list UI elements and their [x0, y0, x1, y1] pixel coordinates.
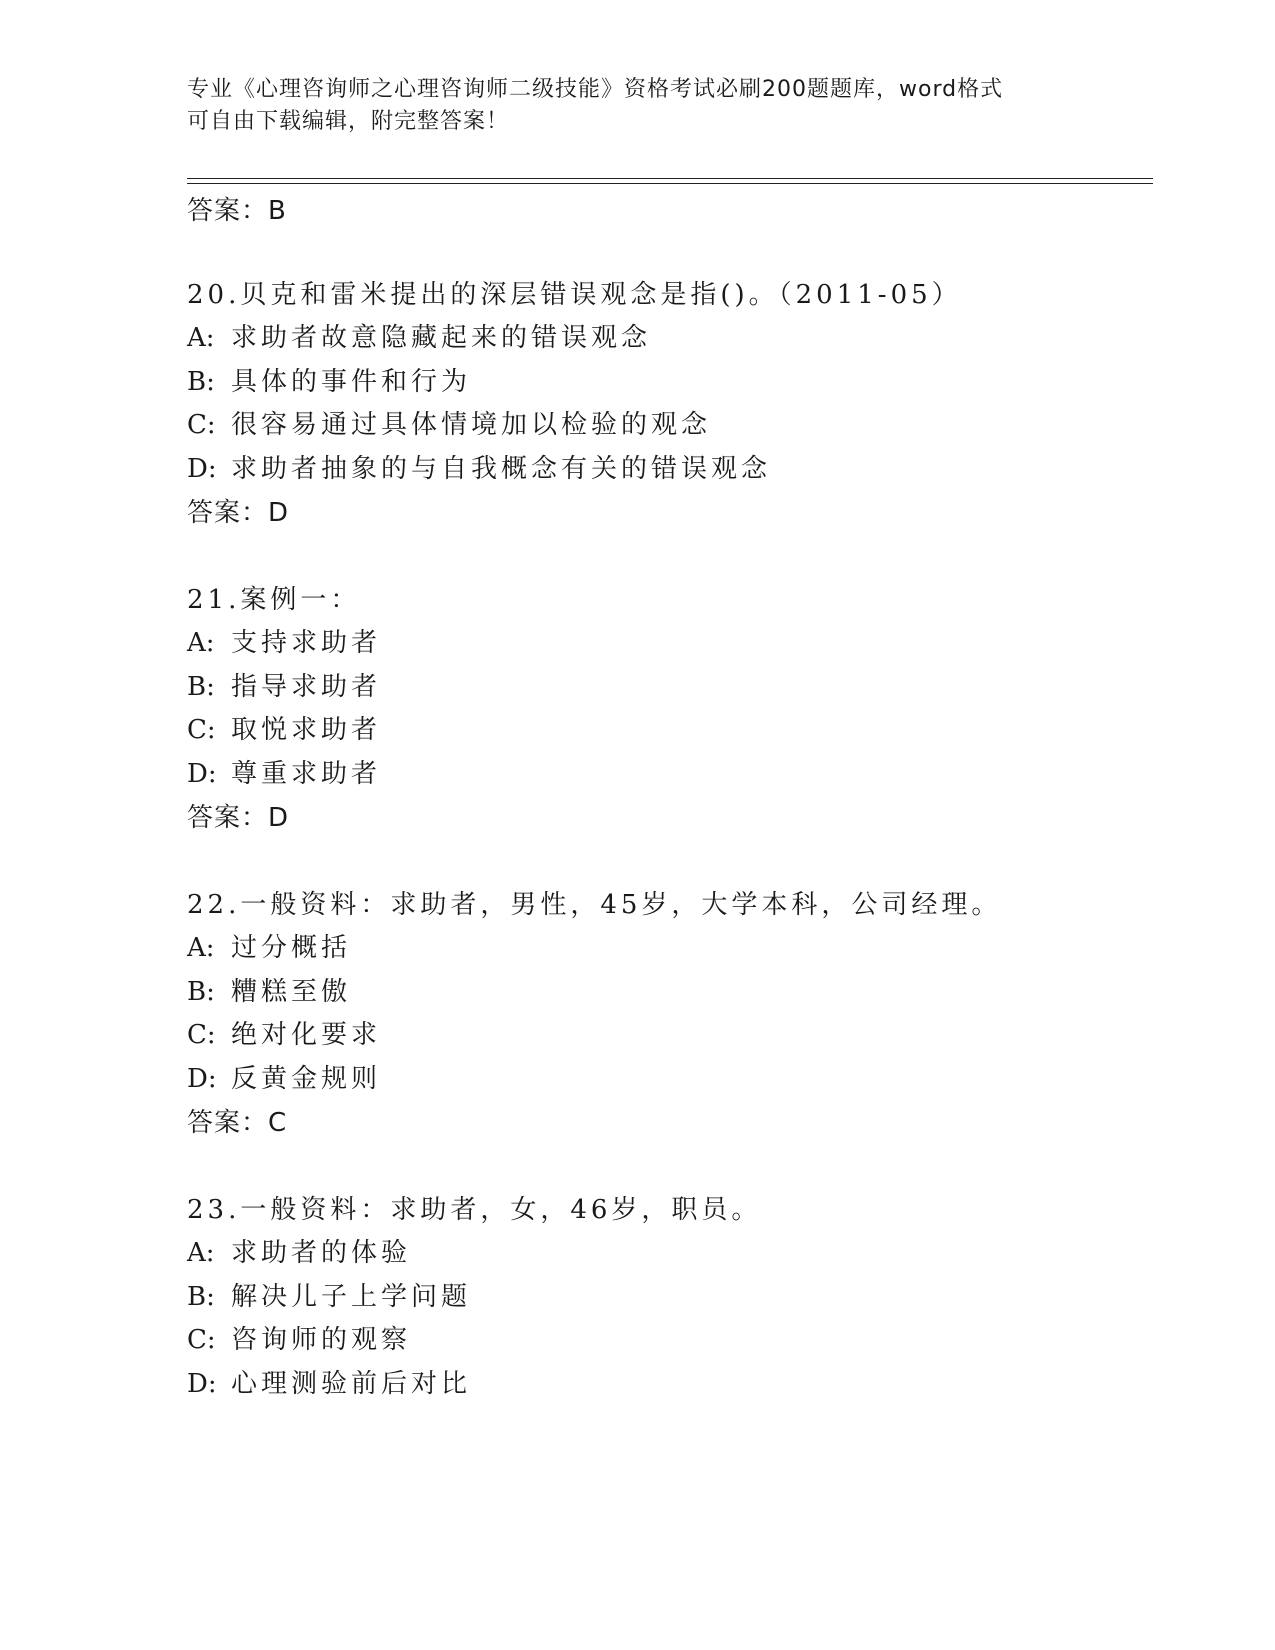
option-text: 尊重求助者 [231, 759, 382, 789]
option-letter: A: [187, 933, 215, 963]
option-text: 求助者故意隐藏起来的错误观念 [231, 323, 652, 353]
question-22-option-a [187, 927, 351, 964]
question-23-option-d [187, 1363, 471, 1400]
option-letter: A: [187, 628, 215, 658]
option-letter: C: [187, 715, 216, 745]
question-22-option-d [187, 1058, 381, 1095]
option-text: 过分概括 [231, 933, 352, 963]
question-21-option-c [187, 709, 381, 746]
question-21-option-b [187, 666, 381, 703]
option-text: 取悦求助者 [231, 715, 382, 745]
question-23-option-b [187, 1276, 471, 1313]
option-letter: B: [187, 672, 215, 702]
option-letter: B: [187, 977, 215, 1007]
option-letter: D: [187, 1369, 217, 1399]
question-22-answer: 答案：C [187, 1108, 288, 1138]
option-letter: A: [187, 323, 215, 353]
question-20-option-c [187, 404, 711, 441]
question-23-title: 23.一般资料：求助者，女，46岁，职员。 [187, 1195, 762, 1225]
question-21-title: 21.案例一： [187, 585, 361, 615]
answer-previous: 答案：B [187, 196, 287, 226]
option-text: 求助者抽象的与自我概念有关的错误观念 [231, 454, 772, 484]
header-line-1: 专业《心理咨询师之心理咨询师二级技能》资格考试必刷200题题库，word格式 [187, 77, 1004, 102]
option-text: 反黄金规则 [231, 1064, 382, 1094]
option-letter: C: [187, 1325, 216, 1355]
question-20-option-a [187, 317, 651, 354]
question-20-option-d [187, 448, 771, 485]
option-text: 心理测验前后对比 [231, 1369, 472, 1399]
option-letter: B: [187, 1282, 215, 1312]
option-text: 求助者的体验 [231, 1238, 412, 1268]
question-23-option-c [187, 1319, 411, 1356]
option-text: 具体的事件和行为 [231, 367, 472, 397]
option-text: 很容易通过具体情境加以检验的观念 [231, 410, 712, 440]
question-21-option-d [187, 753, 381, 790]
header-divider-top [187, 178, 1153, 179]
option-text: 糟糕至傲 [231, 977, 352, 1007]
option-letter: C: [187, 1020, 216, 1050]
question-23-option-a [187, 1232, 411, 1269]
option-text: 咨询师的观察 [231, 1325, 412, 1355]
option-letter: A: [187, 1238, 215, 1268]
question-20-answer: 答案：D [187, 498, 290, 528]
question-22-title: 22.一般资料：求助者，男性，45岁，大学本科，公司经理。 [187, 890, 1002, 920]
option-text: 绝对化要求 [231, 1020, 382, 1050]
question-20-option-b [187, 361, 471, 398]
question-22-option-c [187, 1014, 381, 1051]
option-letter: B: [187, 367, 215, 397]
question-21-answer: 答案：D [187, 803, 290, 833]
header-divider-bottom [187, 183, 1153, 184]
option-letter: D: [187, 759, 217, 789]
option-letter: C: [187, 410, 216, 440]
header-line-2: 可自由下载编辑，附完整答案！ [187, 109, 510, 134]
option-letter: D: [187, 454, 217, 484]
document-header [187, 74, 1087, 138]
question-20-title: 20.贝克和雷米提出的深层错误观念是指()。（2011-05） [187, 280, 962, 310]
option-text: 指导求助者 [231, 672, 382, 702]
question-22-option-b [187, 971, 351, 1008]
option-text: 支持求助者 [231, 628, 382, 658]
question-21-option-a [187, 622, 381, 659]
option-letter: D: [187, 1064, 217, 1094]
option-text: 解决儿子上学问题 [231, 1282, 472, 1312]
